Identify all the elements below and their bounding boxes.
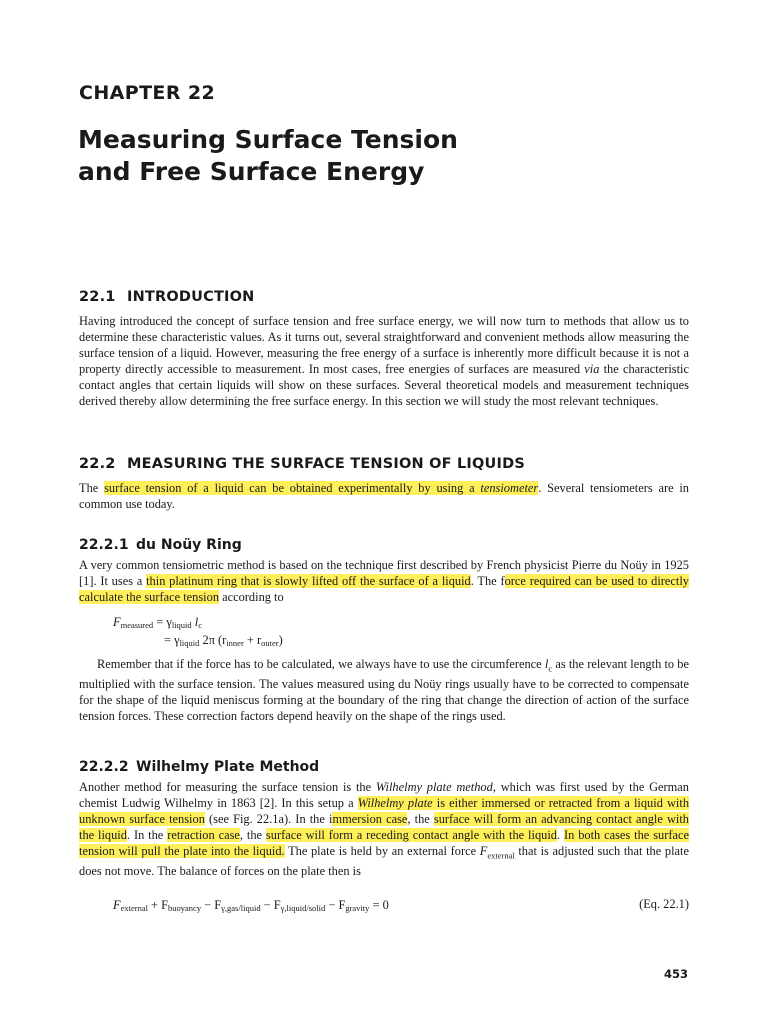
subsection-number: 22.2.2 <box>79 759 129 775</box>
eq-text: − F <box>201 898 222 912</box>
text: , which was first used by the German chemist Ludwig Wilhelmy in 1863 [2]. In this setup a <box>79 780 689 810</box>
eq-subscript: liquid <box>171 620 192 630</box>
chapter-title <box>78 124 698 188</box>
eq-text: = γ <box>153 615 172 629</box>
text: (see Fig. 22.1a). In the i <box>204 812 333 826</box>
subsection-number: 22.2.1 <box>79 537 129 553</box>
du-nouy-paragraph-1 <box>79 557 689 605</box>
text: the characteristic contact angles that certain liquids will show on these surfaces. Several theoretical models and measurement techniques derived thereby allow determining the free surface energy. In this section we will study the most relevant techniques. <box>79 362 690 408</box>
highlighted-text: thin platinum ring that is slowly lifted off the surface of a liquid <box>146 574 471 588</box>
text: . <box>556 828 564 842</box>
subscript: c <box>548 663 553 674</box>
text: , the <box>239 828 266 842</box>
wilhelmy-paragraph <box>79 779 689 879</box>
eq-symbol: F <box>113 615 121 629</box>
text: The plate is held by an external force <box>284 844 480 858</box>
surface-tension-paragraph <box>79 480 689 512</box>
highlighted-text: surface will form an advancing contact angle with the liquid <box>79 812 689 842</box>
highlighted-text: surface will form a receding contact angle with the liquid <box>265 828 557 842</box>
section-number: 22.2 <box>79 456 116 472</box>
text: surface tension of a liquid can be obtained experimentally by using a <box>104 481 481 495</box>
section-heading-introduction <box>79 288 255 306</box>
subscript: external <box>487 850 515 861</box>
du-nouy-paragraph-2 <box>79 656 689 724</box>
eq-text: = 0 <box>369 898 389 912</box>
text: , the <box>407 812 434 826</box>
text: . Several tensiometers are in common use today. <box>79 481 690 511</box>
eq-subscript: γ,liquid/solid <box>280 903 326 913</box>
equation-ring-force-line-1 <box>113 614 202 633</box>
chapter-title-line-1: Measuring Surface Tension <box>78 125 458 154</box>
section-number: 22.1 <box>79 289 116 305</box>
page-number: 453 <box>663 967 688 981</box>
section-heading-surface-tension <box>79 455 525 473</box>
eq-subscript: c <box>198 620 202 630</box>
highlighted-text: In both cases the surface tension will pull the plate into the liquid. <box>79 828 689 858</box>
subsection-heading-du-nouy-ring <box>79 536 242 554</box>
subsection-title: Wilhelmy Plate Method <box>136 759 320 775</box>
text-italic: tensiometer <box>480 481 539 495</box>
highlighted-text: orce required can be used to directly calculate the surface tension <box>79 574 689 604</box>
text: . The f <box>470 574 505 588</box>
eq-subscript: gravity <box>345 903 370 913</box>
highlighted-text: mmersion case <box>332 812 408 826</box>
equation-number: (Eq. 22.1) <box>639 897 689 911</box>
eq-subscript: liquid <box>179 638 200 648</box>
subsection-title: du Noüy Ring <box>136 537 242 553</box>
text: according to <box>219 590 284 604</box>
text: as the relevant length to be multiplied with the surface tension. The values measured using du Noüy rings usually have to be corrected to compensate for the shape of the liquid meniscus forming at the boundary of the ring that change the direction of action of the surface tension forces. These correction factors depend heavily on the shape of the rings used. <box>79 657 690 724</box>
eq-text: = γ <box>164 633 180 647</box>
eq-text: − F <box>260 898 281 912</box>
text-italic: l <box>544 657 549 671</box>
eq-text: − F <box>325 898 346 912</box>
eq-subscript: external <box>120 903 148 913</box>
equation-ring-force-line-2 <box>164 632 283 651</box>
text: . In the <box>126 828 168 842</box>
text: Another method for measuring the surface tension is the <box>79 780 376 794</box>
text: The <box>79 481 105 495</box>
equation-force-balance <box>113 897 389 916</box>
eq-subscript: inner <box>226 638 244 648</box>
chapter-title-line-2: and Free Surface Energy <box>78 157 425 186</box>
section-title: MEASURING THE SURFACE TENSION OF LIQUIDS <box>127 456 526 472</box>
eq-text: 2π (r <box>199 633 227 647</box>
eq-symbol: F <box>113 898 121 912</box>
text-italic: Wilhelmy plate <box>357 796 433 810</box>
highlighted-text: retraction case <box>167 828 240 842</box>
eq-text: ) <box>278 633 283 647</box>
eq-subscript: measured <box>120 620 154 630</box>
highlighted-text <box>104 481 538 495</box>
text-italic: F <box>479 844 488 858</box>
text-italic: Wilhelmy plate method <box>375 780 493 794</box>
subsection-heading-wilhelmy-plate <box>79 758 319 776</box>
text: that is adjusted such that the plate does not move. The balance of forces on the plate then is <box>79 844 689 879</box>
eq-text: + r <box>243 633 262 647</box>
section-title: INTRODUCTION <box>127 289 255 305</box>
eq-subscript: buoyancy <box>168 903 202 913</box>
text: Remember that if the force has to be calculated, we always have to use the circumference <box>97 657 545 671</box>
eq-subscript: outer <box>261 638 279 648</box>
chapter-label: CHAPTER 22 <box>79 82 216 104</box>
text: A very common tensiometric method is based on the technique first described by French physicist Pierre du Noüy in 1925 [1]. It uses a <box>79 558 689 588</box>
text: is either immersed or retracted from a liquid with unknown surface tension <box>79 796 690 826</box>
text-italic: via <box>584 362 600 376</box>
text: Having introduced the concept of surface tension and free surface energy, we will now turn to methods that allow us to determine these characteristic values. As it turns out, several straightforward and convenient methods allow measuring the surface tension of a liquid. However, measuring the free energy of a surface is inherently more difficult because it is not a property directly accessible to measurement. In most cases, free energies of surfaces are measured <box>79 314 689 376</box>
introduction-paragraph <box>79 313 689 409</box>
eq-text: + F <box>147 898 169 912</box>
eq-symbol: l <box>191 615 199 629</box>
eq-subscript: γ,gas/liquid <box>221 903 261 913</box>
